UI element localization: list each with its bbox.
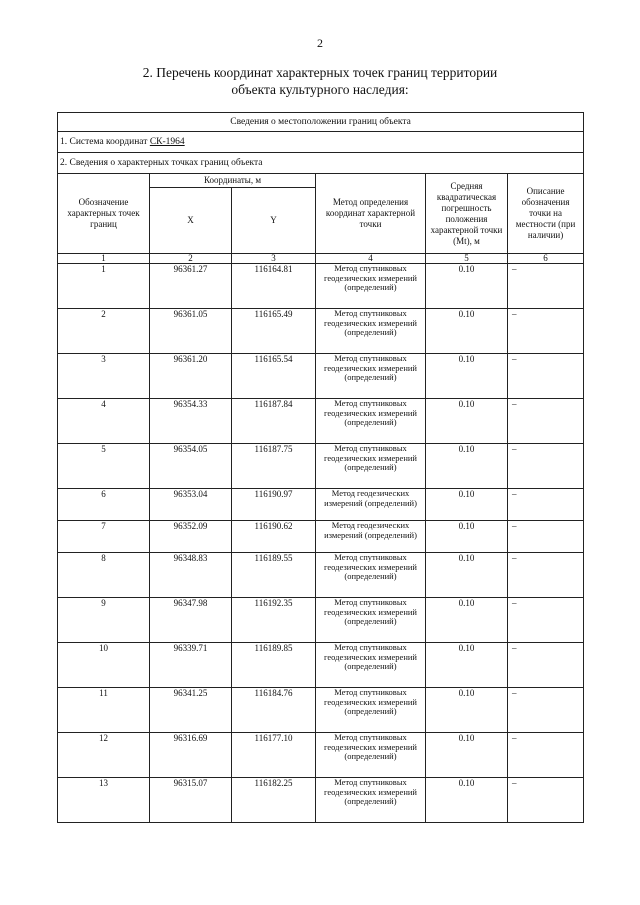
header-point-designation: Обозначение характерных точек границ <box>58 174 150 254</box>
description-cell: – <box>508 444 584 489</box>
point-id-cell: 8 <box>58 553 150 598</box>
table-row <box>58 309 584 354</box>
coordinates-table <box>57 112 584 823</box>
coord-system-label: 1. Система координат <box>60 137 150 147</box>
point-id-cell: 7 <box>58 521 150 553</box>
x-coordinate-cell: 96353.04 <box>150 489 232 521</box>
method-cell: Метод геодезических измерений (определений) <box>316 521 426 553</box>
method-cell: Метод спутниковых геодезических измерений (определений) <box>316 553 426 598</box>
description-cell: – <box>508 521 584 553</box>
point-id-cell: 2 <box>58 309 150 354</box>
method-cell: Метод спутниковых геодезических измерений (определений) <box>316 733 426 778</box>
point-id-cell: 13 <box>58 778 150 823</box>
description-cell: – <box>508 399 584 444</box>
error-cell: 0.10 <box>426 489 508 521</box>
error-cell: 0.10 <box>426 643 508 688</box>
column-number: 4 <box>316 254 426 264</box>
page-title <box>0 64 640 98</box>
error-cell: 0.10 <box>426 354 508 399</box>
y-coordinate-cell: 116164.81 <box>232 264 316 309</box>
x-coordinate-cell: 96315.07 <box>150 778 232 823</box>
error-cell: 0.10 <box>426 778 508 823</box>
description-cell: – <box>508 553 584 598</box>
point-id-cell: 3 <box>58 354 150 399</box>
error-cell: 0.10 <box>426 264 508 309</box>
page-title-line-1: 2. Перечень координат характерных точек границ территории <box>142 65 498 80</box>
table-row <box>58 598 584 643</box>
y-coordinate-cell: 116187.84 <box>232 399 316 444</box>
x-coordinate-cell: 96354.33 <box>150 399 232 444</box>
method-cell: Метод спутниковых геодезических измерений (определений) <box>316 309 426 354</box>
coord-system-value: СК-1964 <box>149 137 185 147</box>
section-title: Сведения о местоположении границ объекта <box>58 113 584 132</box>
error-cell: 0.10 <box>426 399 508 444</box>
points-info-row: 2. Сведения о характерных точках границ объекта <box>58 153 584 174</box>
header-error <box>426 174 508 254</box>
description-cell: – <box>508 643 584 688</box>
page-title-line-2: объекта культурного наследия: <box>231 82 409 97</box>
point-id-cell: 1 <box>58 264 150 309</box>
page-number: 2 <box>317 36 323 50</box>
x-coordinate-cell: 96352.09 <box>150 521 232 553</box>
error-cell: 0.10 <box>426 521 508 553</box>
column-number: 3 <box>232 254 316 264</box>
error-cell: 0.10 <box>426 444 508 489</box>
table-row <box>58 489 584 521</box>
point-id-cell: 5 <box>58 444 150 489</box>
coord-system-row <box>58 132 584 153</box>
table-row <box>58 778 584 823</box>
y-coordinate-cell: 116165.49 <box>232 309 316 354</box>
y-coordinate-cell: 116165.54 <box>232 354 316 399</box>
column-number: 2 <box>150 254 232 264</box>
x-coordinate-cell: 96361.20 <box>150 354 232 399</box>
description-cell: – <box>508 309 584 354</box>
description-cell: – <box>508 354 584 399</box>
method-cell: Метод геодезических измерений (определений) <box>316 489 426 521</box>
header-error-text: Средняя квадратическая погрешность положения характерной точки (Mt), м <box>430 180 503 246</box>
table-row <box>58 521 584 553</box>
description-cell: – <box>508 264 584 309</box>
x-coordinate-cell: 96339.71 <box>150 643 232 688</box>
column-number: 1 <box>58 254 150 264</box>
y-coordinate-cell: 116189.55 <box>232 553 316 598</box>
table-row <box>58 264 584 309</box>
x-coordinate-cell: 96354.05 <box>150 444 232 489</box>
error-cell: 0.10 <box>426 553 508 598</box>
table-row <box>58 733 584 778</box>
header-x: X <box>150 188 232 254</box>
y-coordinate-cell: 116190.97 <box>232 489 316 521</box>
point-id-cell: 12 <box>58 733 150 778</box>
column-number: 5 <box>426 254 508 264</box>
y-coordinate-cell: 116177.10 <box>232 733 316 778</box>
y-coordinate-cell: 116187.75 <box>232 444 316 489</box>
table-row <box>58 553 584 598</box>
description-cell: – <box>508 598 584 643</box>
method-cell: Метод спутниковых геодезических измерений (определений) <box>316 444 426 489</box>
point-id-cell: 11 <box>58 688 150 733</box>
error-cell: 0.10 <box>426 309 508 354</box>
x-coordinate-cell: 96347.98 <box>150 598 232 643</box>
column-number: 6 <box>508 254 584 264</box>
point-id-cell: 6 <box>58 489 150 521</box>
table-row <box>58 643 584 688</box>
description-cell: – <box>508 733 584 778</box>
header-description: Описание обозначения точки на местности (при наличии) <box>508 174 584 254</box>
error-cell: 0.10 <box>426 598 508 643</box>
error-cell: 0.10 <box>426 688 508 733</box>
x-coordinate-cell: 96341.25 <box>150 688 232 733</box>
x-coordinate-cell: 96361.27 <box>150 264 232 309</box>
y-coordinate-cell: 116189.85 <box>232 643 316 688</box>
y-coordinate-cell: 116184.76 <box>232 688 316 733</box>
description-cell: – <box>508 778 584 823</box>
table-row <box>58 688 584 733</box>
x-coordinate-cell: 96361.05 <box>150 309 232 354</box>
table-row <box>58 399 584 444</box>
x-coordinate-cell: 96316.69 <box>150 733 232 778</box>
point-id-cell: 4 <box>58 399 150 444</box>
method-cell: Метод спутниковых геодезических измерений (определений) <box>316 264 426 309</box>
method-cell: Метод спутниковых геодезических измерений (определений) <box>316 643 426 688</box>
table-row <box>58 444 584 489</box>
point-id-cell: 9 <box>58 598 150 643</box>
y-coordinate-cell: 116190.62 <box>232 521 316 553</box>
method-cell: Метод спутниковых геодезических измерений (определений) <box>316 688 426 733</box>
point-id-cell: 10 <box>58 643 150 688</box>
header-y: Y <box>232 188 316 254</box>
header-method: Метод определения координат характерной точки <box>316 174 426 254</box>
error-cell: 0.10 <box>426 733 508 778</box>
x-coordinate-cell: 96348.83 <box>150 553 232 598</box>
y-coordinate-cell: 116192.35 <box>232 598 316 643</box>
table-row <box>58 354 584 399</box>
header-coordinates: Координаты, м <box>150 174 316 188</box>
method-cell: Метод спутниковых геодезических измерений (определений) <box>316 354 426 399</box>
y-coordinate-cell: 116182.25 <box>232 778 316 823</box>
method-cell: Метод спутниковых геодезических измерений (определений) <box>316 778 426 823</box>
method-cell: Метод спутниковых геодезических измерений (определений) <box>316 399 426 444</box>
description-cell: – <box>508 688 584 733</box>
method-cell: Метод спутниковых геодезических измерений (определений) <box>316 598 426 643</box>
description-cell: – <box>508 489 584 521</box>
